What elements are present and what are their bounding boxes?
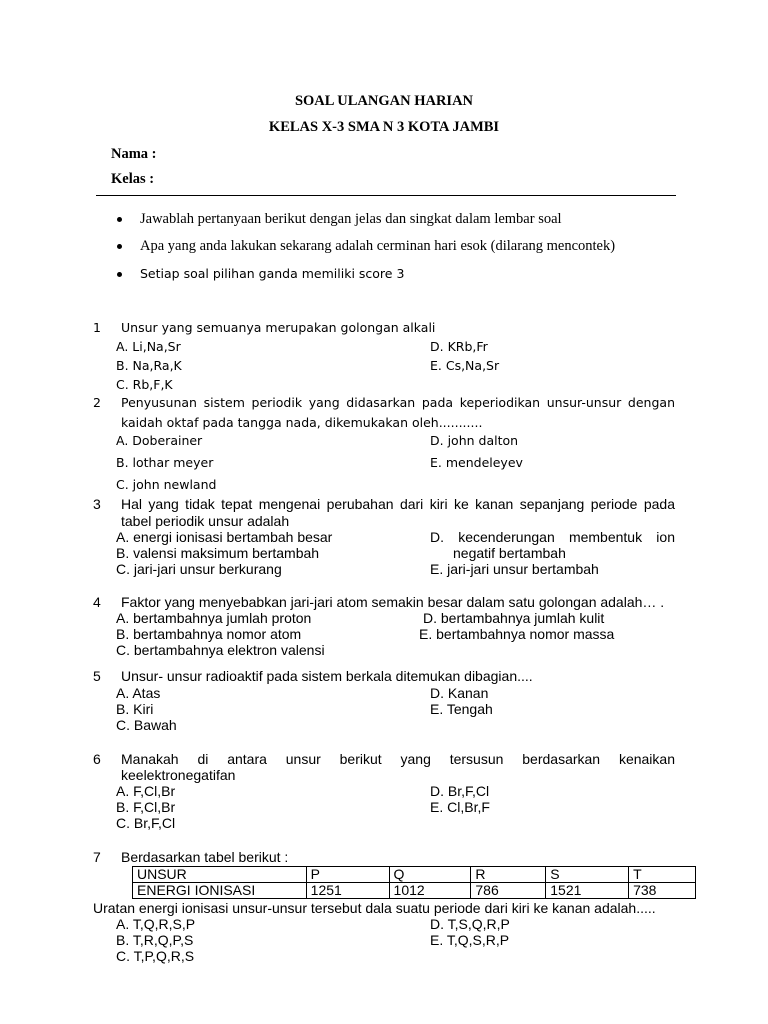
option-a: A. F,Cl,Br xyxy=(116,783,176,799)
question-text-cont: kaidah oktaf pada tangga nada, dikemukakan oleh........... xyxy=(121,415,483,430)
option-d: D. T,S,Q,R,P xyxy=(430,916,510,932)
option-a: A. Atas xyxy=(116,685,161,701)
option-b: B. T,R,Q,P,S xyxy=(116,932,194,948)
option-b: B. lothar meyer xyxy=(116,455,214,470)
question-text: Unsur yang semuanya merupakan golongan alkali xyxy=(121,320,436,335)
option-d: D. kecenderungan membentuk ion xyxy=(430,529,675,545)
option-c: C. bertambahnya elektron valensi xyxy=(116,642,325,658)
option-c: C. Rb,F,K xyxy=(116,377,173,392)
title-line-1: SOAL ULANGAN HARIAN xyxy=(294,93,474,109)
table-cell: 1521 xyxy=(546,883,629,899)
question-text: Hal yang tidak tepat mengenai perubahan dari kiri ke kanan sepanjang periode pada xyxy=(121,496,675,512)
option-d-cont: negatif bertambah xyxy=(453,545,566,561)
question-number: 6 xyxy=(93,751,101,767)
option-b: B. bertambahnya nomor atom xyxy=(116,626,302,642)
table-cell: P xyxy=(306,867,389,883)
kelas-label: Kelas : xyxy=(111,171,155,187)
table-cell: T xyxy=(629,867,696,883)
bullet-icon xyxy=(117,217,122,222)
bullet-icon xyxy=(117,272,122,277)
option-e: E. T,Q,S,R,P xyxy=(430,932,510,948)
question-text: Unsur- unsur radioaktif pada sistem berkala ditemukan dibagian.... xyxy=(121,668,533,684)
option-d: D. KRb,Fr xyxy=(430,339,488,354)
instruction-item: Jawablah pertanyaan berikut dengan jelas dan singkat dalam lembar soal xyxy=(140,211,562,227)
option-d: D. john dalton xyxy=(430,433,519,448)
question-text: Berdasarkan tabel berikut : xyxy=(121,849,289,865)
option-c: C. jari-jari unsur berkurang xyxy=(116,561,282,577)
instruction-item: Setiap soal pilihan ganda memiliki score 3 xyxy=(140,266,405,281)
table-cell: 1012 xyxy=(389,883,471,899)
ionization-energy-table xyxy=(132,866,696,899)
nama-label: Nama : xyxy=(111,146,157,162)
question-text-cont: Uratan energi ionisasi unsur-unsur tersebut dala suatu periode dari kiri ke kanan adalah..... xyxy=(93,900,656,916)
option-a: A. energi ionisasi bertambah besar xyxy=(116,529,333,545)
option-c: C. john newland xyxy=(116,477,217,492)
option-a: A. bertambahnya jumlah proton xyxy=(116,610,312,626)
table-row xyxy=(133,867,696,883)
table-row xyxy=(133,883,696,899)
option-a: A. T,Q,R,S,P xyxy=(116,916,196,932)
option-c: C. Bawah xyxy=(116,717,177,733)
option-b: B. Na,Ra,K xyxy=(116,358,182,373)
question-text: Faktor yang menyebabkan jari-jari atom semakin besar dalam satu golongan adalah… . xyxy=(121,594,665,610)
question-number: 1 xyxy=(93,320,101,335)
table-cell: 738 xyxy=(629,883,696,899)
table-cell: UNSUR xyxy=(133,867,307,883)
option-e: E. bertambahnya nomor massa xyxy=(419,626,615,642)
question-number: 5 xyxy=(93,668,101,684)
question-number: 7 xyxy=(93,849,101,865)
question-text-cont: keelektronegatifan xyxy=(121,767,236,783)
title-line-2: KELAS X-3 SMA N 3 KOTA JAMBI xyxy=(268,119,500,135)
option-b: B. valensi maksimum bertambah xyxy=(116,545,320,561)
option-b: B. F,Cl,Br xyxy=(116,799,176,815)
instruction-item: Apa yang anda lakukan sekarang adalah cerminan hari esok (dilarang mencontek) xyxy=(140,238,616,254)
table-cell: 1251 xyxy=(306,883,389,899)
option-e: E. mendeleyev xyxy=(430,455,523,470)
table-cell: S xyxy=(546,867,629,883)
question-number: 2 xyxy=(93,395,101,410)
question-text: Manakah di antara unsur berikut yang tersusun berdasarkan kenaikan xyxy=(121,751,675,767)
option-e: E. Cs,Na,Sr xyxy=(430,358,500,373)
question-text-cont: tabel periodik unsur adalah xyxy=(121,513,290,529)
question-number: 3 xyxy=(93,496,101,512)
option-c: C. T,P,Q,R,S xyxy=(116,948,195,964)
table-cell: R xyxy=(471,867,546,883)
table-cell: ENERGI IONISASI xyxy=(133,883,307,899)
option-e: E. Tengah xyxy=(430,701,493,717)
option-d: D. Br,F,Cl xyxy=(430,783,490,799)
table-cell: Q xyxy=(389,867,471,883)
option-a: A. Doberainer xyxy=(116,433,203,448)
option-d: D. Kanan xyxy=(430,685,489,701)
option-c: C. Br,F,Cl xyxy=(116,815,176,831)
question-text: Penyusunan sistem periodik yang didasarkan pada keperiodikan unsur-unsur dengan xyxy=(121,395,675,410)
option-e: E. Cl,Br,F xyxy=(430,799,490,815)
option-e: E. jari-jari unsur bertambah xyxy=(430,561,599,577)
option-d: D. bertambahnya jumlah kulit xyxy=(423,610,605,626)
option-a: A. Li,Na,Sr xyxy=(116,339,181,354)
header-divider xyxy=(96,195,676,196)
option-b: B. Kiri xyxy=(116,701,154,717)
table-cell: 786 xyxy=(471,883,546,899)
question-number: 4 xyxy=(93,594,101,610)
bullet-icon xyxy=(117,244,122,249)
